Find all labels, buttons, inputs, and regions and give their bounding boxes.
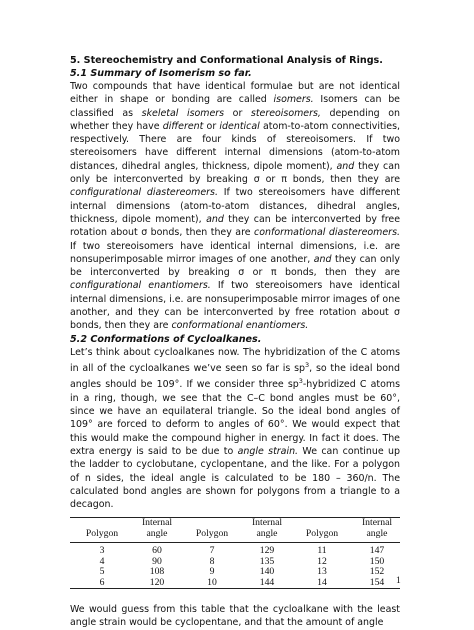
superscript: 3 (305, 360, 310, 369)
table-cell: 5 (99, 566, 105, 578)
table-cell: 108 (149, 566, 165, 578)
emphasized-term: and (313, 253, 332, 265)
emphasized-term: and (336, 160, 355, 172)
polygon-angle-table-wrap (70, 517, 400, 588)
table-cell: 11 (317, 545, 327, 557)
emphasized-term: angle strain. (237, 446, 299, 457)
emphasized-term: conformational diastereomers. (254, 227, 400, 239)
paragraph-cycloalkanes: Let’s think about cycloalkanes now. The hybridization of the C atoms in all of the cycloalkanes we’ve seen so far is $sp^3$, so the ideal bond angles should be 109°. If we consider three $sp^3$-hybridized C atoms in a ring, though, we see that the C–C bond angles must be 60°, since we have an equilateral triangle. So the ideal bond angles of 109° are forced to deform to angles of 60°. We would expect that this would make the compound higher in energy. In fact it does. The extra energy is said to be due to angle strain. We can continue up the ladder to cyclobutane, cyclopentane, and the like. For a polygon of n sides, the ideal angle is calculated to be 180 – 360/n. The calculated bond angles are shown for polygons from a triangle to a decagon. (70, 346, 400, 511)
paragraph-isomerism: Two compounds that have identical formulae but are not identical either in shape or bonding are called isomers. Isomers can be classified as skeletal isomers or stereoisomers, depending on whether they have different or identical atom-to-atom connectivities, respectively. There are four kinds of stereoisomers. If two stereoisomers have different internal dimensions (atom-to-atom distances, dihedral angles, thickness, dipole moment), and they can only be interconverted by breaking σ or π bonds, then they are configurational diastereomers. If two stereoisomers have different internal dimensions (atom-to-atom distances, dihedral angles, thickness, dipole moment), and they can be interconverted by free rotation about σ bonds, then they are conformational diastereomers. If two stereoisomers have identical internal dimensions, i.e. are nonsuperimposable mirror images of one another, and they can only be interconverted by breaking σ or π bonds, then they are configurational enantiomers. If two stereoisomers have identical internal dimensions, i.e. are nonsuperimposable mirror images of one another, and they can be interconverted by free rotation about σ bonds, then they are conformational enantiomers. (70, 81, 401, 332)
subsection-heading-cycloalkanes: 5.2 Conformations of Cycloalkanes. (70, 333, 262, 345)
table-header: Polygon (85, 527, 119, 539)
table-row (70, 543, 400, 557)
emphasized-term: different (162, 120, 204, 132)
table-cell: 120 (149, 576, 165, 588)
document-page (70, 54, 400, 630)
polygon-angle-table (70, 517, 400, 588)
table-header-row (70, 518, 400, 543)
table-cell: 129 (259, 545, 275, 557)
table-header: Internal angle (251, 517, 283, 539)
table-cell: 6 (99, 576, 105, 588)
table-cell: 3 (99, 545, 105, 557)
emphasized-term: configurational enantiomers. (70, 280, 211, 292)
emphasized-term: and (206, 213, 224, 225)
table-header: Polygon (305, 527, 339, 539)
table-row (70, 567, 400, 577)
table-cell: 144 (259, 576, 275, 588)
superscript: 3 (298, 377, 303, 386)
paragraph-angle-strain: We would guess from this table that the cycloalkane with the least angle strain would be cyclopentane, and that the amount of angle (70, 603, 400, 629)
emphasized-term: conformational enantiomers. (171, 320, 309, 332)
table-header: Polygon (195, 527, 229, 539)
table-cell: 150 (369, 555, 385, 567)
table-cell: 14 (317, 576, 327, 588)
emphasized-term: isomers. (273, 94, 314, 106)
table-cell: 13 (317, 566, 327, 578)
table-header: Internal angle (361, 517, 393, 539)
table-row (70, 557, 400, 567)
emphasized-term: stereoisomers, (250, 107, 321, 119)
table-cell: 4 (99, 555, 105, 567)
table-cell: 90 (152, 555, 162, 567)
table-cell: 7 (209, 545, 215, 557)
table-cell: 140 (259, 566, 275, 578)
table-cell: 9 (209, 566, 215, 578)
section-heading: 5. Stereochemistry and Conformational Analysis of Rings. (70, 55, 383, 66)
page-number: 1 (396, 576, 401, 586)
table-header: Internal angle (141, 517, 173, 539)
emphasized-term: identical (219, 120, 260, 132)
table-cell: 135 (259, 555, 275, 567)
table-cell: 147 (369, 545, 385, 557)
emphasized-term: configurational diastereomers. (70, 187, 218, 199)
emphasized-term: skeletal isomers (141, 107, 225, 119)
table-row (70, 578, 400, 589)
subsection-heading-isomerism: 5.1 Summary of Isomerism so far. (70, 68, 252, 79)
table-cell: 8 (209, 555, 215, 567)
table-cell: 10 (207, 576, 217, 588)
table-cell: 60 (152, 545, 162, 557)
table-cell: 12 (317, 555, 327, 567)
table-cell: 152 (369, 566, 385, 578)
table-cell: 154 (369, 576, 385, 588)
